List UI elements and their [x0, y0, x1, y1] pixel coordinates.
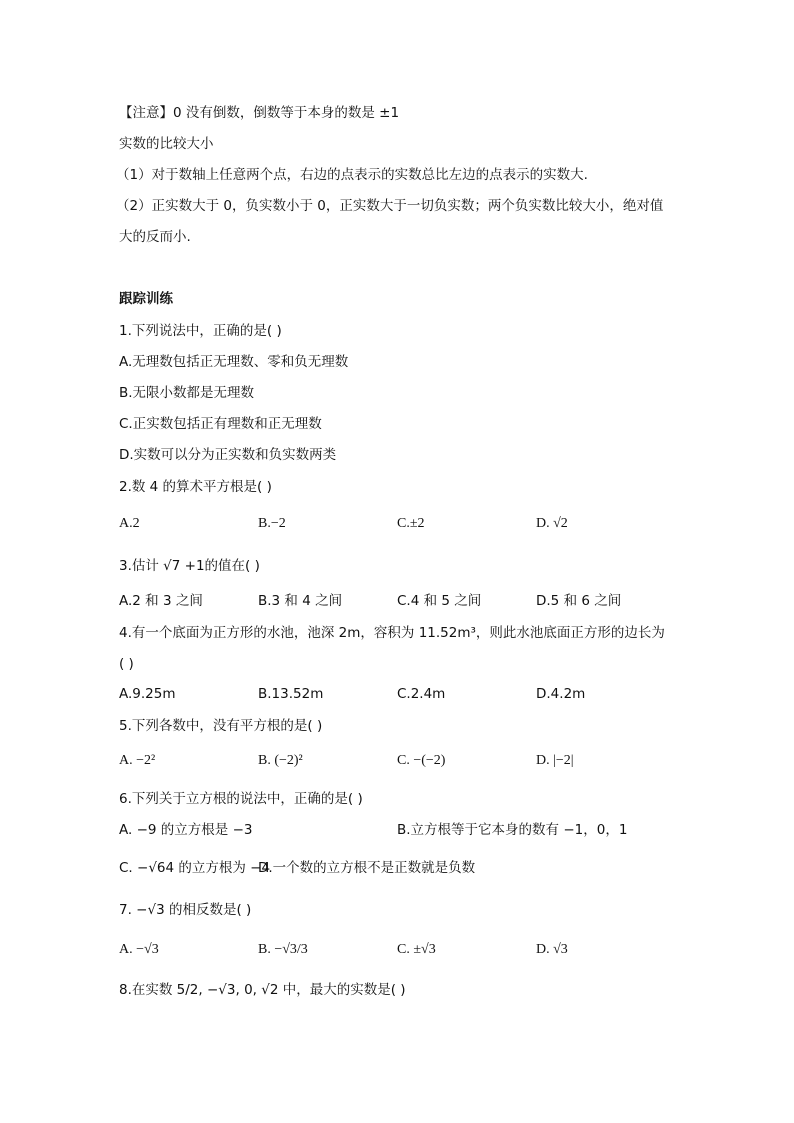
question-6-option-d: D.一个数的立方根不是正数就是负数 [258, 860, 476, 876]
question-7-option-b: B. −√3/3 [258, 942, 308, 957]
question-4-option-c: C.2.4m [397, 686, 446, 702]
question-2-stem: 2.数 4 的算术平方根是( ) [119, 479, 272, 495]
question-4-stem-continued: ( ) [119, 656, 134, 672]
question-7-option-a: A. −√3 [119, 942, 159, 957]
question-5-stem: 5.下列各数中，没有平方根的是( ) [119, 718, 323, 734]
note-line-3: （1）对于数轴上任意两个点，右边的点表示的实数总比左边的点表示的实数大. [116, 167, 588, 183]
question-1-stem: 1.下列说法中，正确的是( ) [119, 323, 282, 339]
question-4-option-b: B.13.52m [258, 686, 324, 702]
question-2-option-b: B.−2 [258, 516, 286, 531]
question-6-option-a: A. −9 的立方根是 −3 [119, 822, 253, 838]
question-2-option-c: C.±2 [397, 516, 425, 531]
question-6-option-b: B.立方根等于它本身的数有 −1，0，1 [397, 822, 628, 838]
note-line-1: 【注意】0 没有倒数，倒数等于本身的数是 ±1 [119, 105, 400, 121]
question-7-stem: 7. −√3 的相反数是( ) [119, 902, 252, 918]
question-1-option-d: D.实数可以分为正实数和负实数两类 [119, 447, 337, 463]
question-5-option-c: C. −(−2) [397, 753, 446, 768]
question-1-option-b: B.无限小数都是无理数 [119, 385, 255, 401]
question-6-option-c: C. −√64 的立方根为 −4 [119, 860, 271, 876]
question-3-option-c: C.4 和 5 之间 [397, 593, 482, 609]
question-3-option-b: B.3 和 4 之间 [258, 593, 343, 609]
question-7-option-d: D. √3 [536, 942, 568, 957]
question-2-option-d: D. √2 [536, 516, 568, 531]
note-line-2: 实数的比较大小 [119, 136, 214, 152]
question-4-option-a: A.9.25m [119, 686, 176, 702]
question-3-stem: 3.估计 √7 +1的值在( ) [119, 558, 260, 574]
question-2-option-a: A.2 [119, 516, 140, 531]
question-4-option-d: D.4.2m [536, 686, 586, 702]
question-8-stem: 8.在实数 5/2, −√3, 0, √2 中，最大的实数是( ) [119, 982, 406, 998]
question-1-option-a: A.无理数包括正无理数、零和负无理数 [119, 354, 349, 370]
question-5-option-a: A. −2² [119, 753, 156, 768]
question-1-option-c: C.正实数包括正有理数和正无理数 [119, 416, 322, 432]
section-title: 跟踪训练 [119, 291, 173, 307]
question-6-stem: 6.下列关于立方根的说法中，正确的是( ) [119, 791, 363, 807]
question-3-option-a: A.2 和 3 之间 [119, 593, 203, 609]
question-7-option-c: C. ±√3 [397, 942, 436, 957]
question-5-option-b: B. (−2)² [258, 753, 303, 768]
note-line-4: （2）正实数大于 0，负实数小于 0，正实数大于一切负实数；两个负实数比较大小，绝对值 [116, 198, 664, 214]
question-4-stem: 4.有一个底面为正方形的水池，池深 2m，容积为 11.52m³，则此水池底面正方形的边长为 [119, 625, 665, 641]
note-line-5: 大的反而小. [119, 229, 191, 245]
question-5-option-d: D. |−2| [536, 753, 574, 768]
question-3-option-d: D.5 和 6 之间 [536, 593, 622, 609]
